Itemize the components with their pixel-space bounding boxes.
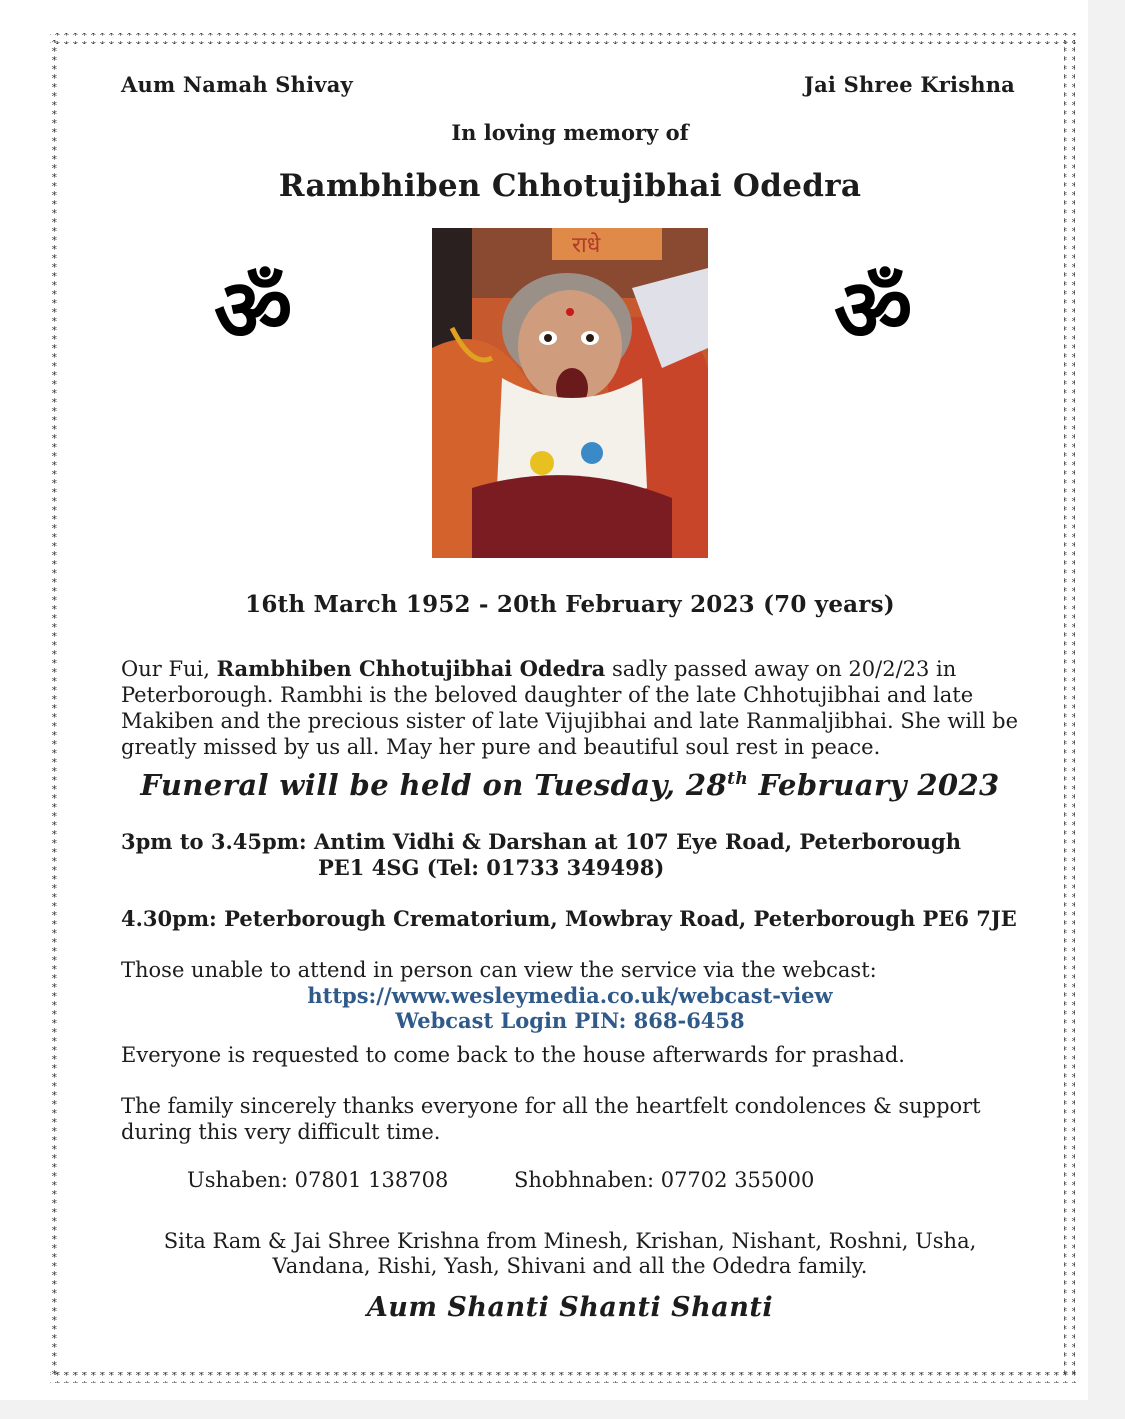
webcast-link[interactable]: https://www.wesleymedia.co.uk/webcast-view <box>307 983 833 1008</box>
thanks-line1: The family sincerely thanks everyone for all the heartfelt condolences & support <box>121 1094 981 1118</box>
om-symbol-icon: ॐ <box>214 261 293 361</box>
funeral-ordinal: th <box>727 769 749 789</box>
schedule-item-1-address: PE1 4SG (Tel: 01733 349498) <box>318 855 665 880</box>
schedule-item-2: 4.30pm: Peterborough Crematorium, Mowbray Road, Peterborough PE6 7JE <box>121 906 1017 931</box>
funeral-prefix: Funeral will be held on Tuesday, 28 <box>140 768 728 802</box>
sign-text: राधे <box>572 233 601 258</box>
obituary-line2: Peterborough. Rambhi is the beloved daughter of the late Chhotujibhai and late <box>121 683 974 707</box>
obituary-name: Rambhiben Chhotujibhai Odedra <box>216 656 606 681</box>
family-signoff <box>0 1229 1125 1279</box>
obituary-lead: Our Fui, <box>121 657 217 681</box>
obituary-line3: Makiben and the precious sister of late Vijujibhai and late Ranmaljibhai. She will be <box>121 709 1019 733</box>
obituary-line1: sadly passed away on 20/2/23 in <box>605 657 957 681</box>
obituary-line4: greatly missed by us all. May her pure and beautiful soul rest in peace. <box>121 735 881 759</box>
contact-ushaben: Ushaben: 07801 138708 <box>187 1168 449 1192</box>
memory-line: In loving memory of <box>451 120 689 145</box>
schedule-item-1: 3pm to 3.45pm: Antim Vidhi & Darshan at 107 Eye Road, Peterborough <box>121 829 962 854</box>
obituary-paragraph <box>121 656 1031 760</box>
signoff-line1: Sita Ram & Jai Shree Krishna from Minesh, Krishan, Nishant, Roshni, Usha, <box>163 1229 977 1253</box>
closing-prayer: Aum Shanti Shanti Shanti <box>366 1292 774 1323</box>
header-left-blessing: Aum Namah Shivay <box>121 72 353 97</box>
header-right-blessing: Jai Shree Krishna <box>803 72 1015 97</box>
webcast-pin: Webcast Login PIN: 868-6458 <box>395 1008 745 1033</box>
signoff-line2: Vandana, Rishi, Yash, Shivani and all the Odedra family. <box>272 1254 868 1278</box>
webcast-intro: Those unable to attend in person can view the service via the webcast: <box>121 958 877 982</box>
prashad-note: Everyone is requested to come back to the house afterwards for prashad. <box>121 1043 905 1067</box>
om-symbol-icon: ॐ <box>834 261 913 361</box>
deceased-name: Rambhiben Chhotujibhai Odedra <box>278 168 862 204</box>
funeral-date-heading <box>0 768 1125 802</box>
contact-shobhnaben: Shobhnaben: 07702 355000 <box>514 1168 815 1192</box>
thanks-line2: during this very difficult time. <box>121 1120 441 1144</box>
life-dates: 16th March 1952 - 20th February 2023 (70 years) <box>245 591 895 618</box>
portrait-photo <box>432 228 708 558</box>
thanks-paragraph <box>121 1093 1031 1145</box>
funeral-suffix: February 2023 <box>748 768 1000 802</box>
